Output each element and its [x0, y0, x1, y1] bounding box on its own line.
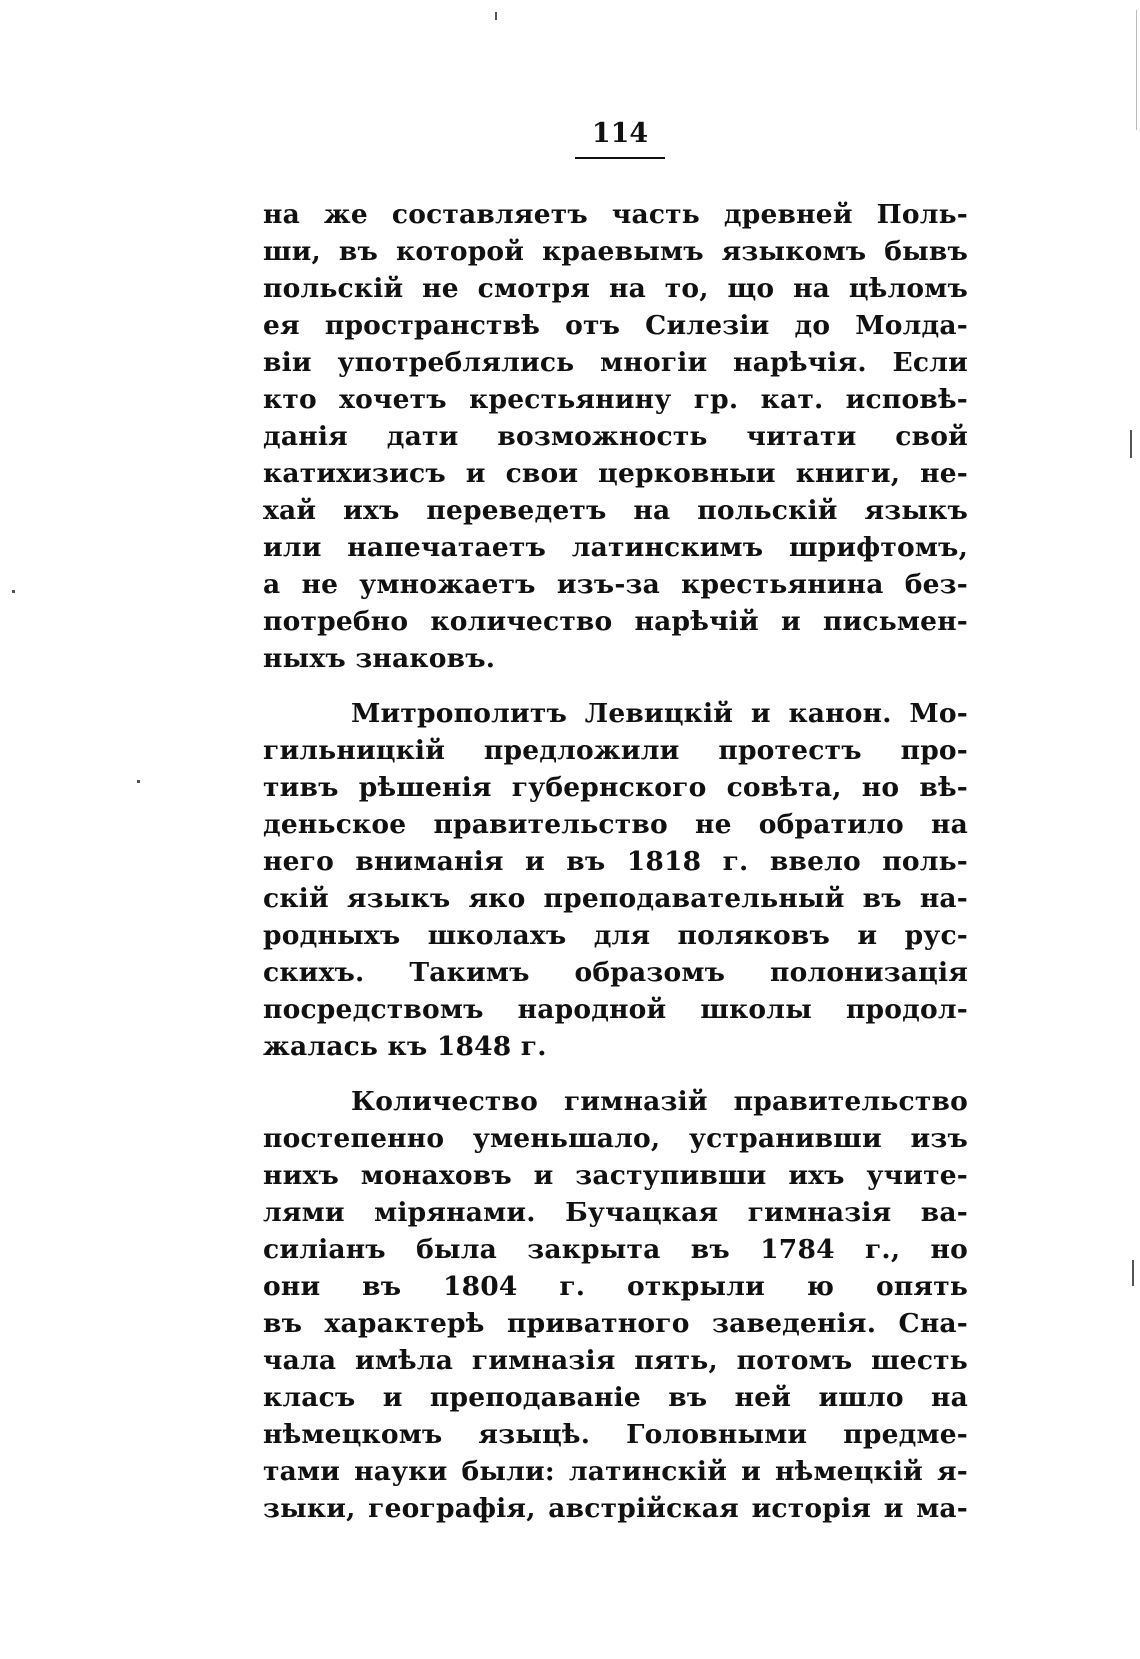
text-line: ея пространствѣ отъ Силезіи до Молда- — [263, 310, 968, 341]
page-number: 114 — [591, 118, 649, 149]
text-line: силіанъ была закрыта въ 1784 г., но — [263, 1234, 968, 1265]
text-line: гильницкій предложили протестъ про- — [263, 735, 968, 766]
text-line: тивъ рѣшенія губернского совѣта, но вѣ- — [263, 772, 968, 803]
paragraph — [263, 695, 968, 1065]
text-line: постепенно уменьшало, устранивши изъ — [263, 1123, 968, 1154]
text-line: ныхъ знаковъ. — [263, 643, 496, 674]
text-line: зыки, географія, австрійская исторія и ма- — [263, 1493, 968, 1524]
text-line: деньское правительство не обратило на — [263, 809, 968, 840]
text-line: кто хочетъ крестьянину гр. кат. исповѣ- — [263, 384, 968, 415]
scan-speck — [12, 590, 15, 593]
scan-edge-mark — [1136, 10, 1137, 130]
text-line: данія дати возможность читати свой — [263, 421, 968, 452]
body-text — [263, 196, 968, 1527]
text-line: а не умножаетъ изъ-за крестьянина без- — [263, 569, 968, 600]
text-line: чала имѣла гимназія пять, потомъ шесть — [263, 1345, 968, 1376]
text-line: лями мірянами. Бучацкая гимназія ва- — [263, 1197, 968, 1228]
text-line: скій языкъ яко преподавательный въ на- — [263, 883, 968, 914]
paragraph — [263, 1083, 968, 1527]
text-line: или напечатаетъ латинскимъ шрифтомъ, — [263, 532, 968, 563]
text-line: ши, въ которой краевымъ языкомъ бывъ — [263, 236, 968, 267]
text-line: него вниманія и въ 1818 г. ввело поль- — [263, 846, 968, 877]
text-line: потребно количество нарѣчій и письмен- — [263, 606, 968, 637]
text-line: на же составляетъ часть древней Поль- — [263, 199, 968, 230]
text-line: нихъ монаховъ и заступивши ихъ учите- — [263, 1160, 968, 1191]
text-line: тами науки были: латинскій и нѣмецкій я- — [263, 1456, 968, 1487]
text-line: Митрополитъ Левицкій и канон. Мо- — [351, 698, 968, 729]
text-line: Количество гимназій правительство — [351, 1086, 968, 1117]
page-number-rule — [575, 157, 665, 159]
text-line: катихизисъ и свои церковныи книги, не- — [263, 458, 968, 489]
text-line: польскій не смотря на то, що на цѣломъ — [263, 273, 968, 304]
text-line: хай ихъ переведетъ на польскій языкъ — [263, 495, 968, 526]
text-line: нѣмецкомъ языцѣ. Головными предме- — [263, 1419, 968, 1450]
text-line: скихъ. Такимъ образомъ полонизація — [263, 957, 968, 988]
paragraph — [263, 196, 968, 677]
text-line: класъ и преподаваніе въ ней ишло на — [263, 1382, 968, 1413]
scan-speck — [137, 780, 140, 783]
text-line: родныхъ школахъ для поляковъ и рус- — [263, 920, 968, 951]
scan-edge-mark — [1130, 430, 1132, 458]
scan-edge-mark — [1132, 1260, 1134, 1286]
text-line: они въ 1804 г. открыли ю опять — [263, 1271, 968, 1302]
text-line: въ характерѣ приватного заведенія. Сна- — [263, 1308, 968, 1339]
scan-speck — [495, 12, 497, 20]
text-line: посредствомъ народной школы продол- — [263, 994, 968, 1025]
text-line: жалась къ 1848 г. — [263, 1031, 547, 1062]
text-line: віи употреблялись многіи нарѣчія. Если — [263, 347, 968, 378]
